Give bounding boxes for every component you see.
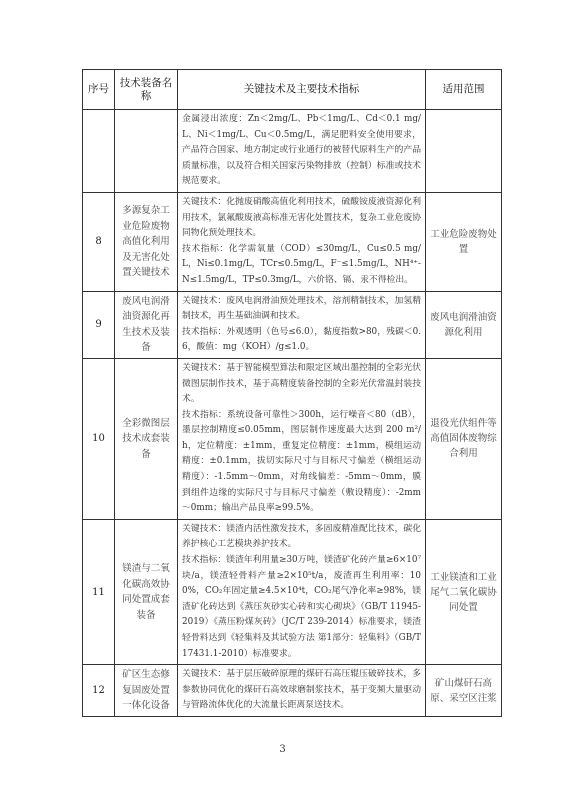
- row-number: 8: [83, 192, 115, 291]
- technology-paragraph: 关键技术：镁渣内活性激发技术，多固废精准配比技术，碳化养护核心工艺模块养护技术。: [182, 523, 421, 550]
- technology-paragraph: 技术指标：系统设备可靠性＞300h，运行噪音＜80（dB），墨层控制精度≤0.05mm，图层制作速度最大达到 200 m²/h，定位精度：±1mm，重复定位精度：±1mm，模组运动精度：±0.1mm，拔切实际尺寸与目标尺寸偏差（横组运动精度）：-1.5mm～0mm，对角线偏差：-5mm～0mm，膜到组件边缘的实际尺寸与目标尺寸偏差（敷设精度）：-2mm～0mm；输出产品良率≥99.5%。: [182, 409, 421, 514]
- equipment-name: 矿区生态修复固废处置一体化设备: [115, 665, 178, 717]
- key-technology-cell: [178, 358, 426, 519]
- row-number: [83, 110, 115, 193]
- row-number: 10: [83, 358, 115, 519]
- header-no: 序号: [83, 70, 115, 110]
- header-tech: 关键技术及主要技术指标: [178, 70, 426, 110]
- row-number: 12: [83, 665, 115, 717]
- table-row: [83, 358, 502, 519]
- equipment-name: 全彩微图层技术成套装备: [115, 358, 178, 519]
- key-technology-cell: [178, 110, 426, 193]
- technology-paragraph: 金属浸出浓度：Zn＜2mg/L、Pb＜1mg/L、Cd＜0.1 mg/L、Ni＜1mg/L、Cu＜0.5mg/L，满足肥料安全使用要求，产品符合国家、地方制定或行业通行的被替代原料生产的产品质量标准，以及符合相关国家污染物排放（控制）标准或技术规范要求。: [182, 114, 421, 187]
- technology-paragraph: 关键技术：基于智能模型算法和限定区域出墨控制的全彩光伏微图层制作技术，基于高精度装备控制的全彩光伏常温封装技术。: [182, 362, 421, 405]
- application-scope: 废风电润滑油资源化利用: [426, 291, 502, 358]
- table-header-row: [83, 70, 502, 110]
- equipment-name: [115, 110, 178, 193]
- application-scope: 工业镁渣和工业尾气二氧化碳协同处置: [426, 519, 502, 664]
- header-scope: 适用范围: [426, 70, 502, 110]
- technology-paragraph: 技术指标：化学需氧量（COD）≤30mg/L，Cu≤0.5 mg/L，Ni≤0.1mg/L，TCr≤0.5mg/L，F⁻≤1.5mg/L，NH⁴⁺-N≤1.5mg/L，TP≤0.3mg/L，六价铬、镉、汞不得检出。: [182, 243, 421, 285]
- key-technology-cell: [178, 192, 426, 291]
- equipment-name: 镁渣与二氧化碳高效协同处置成套装备: [115, 519, 178, 664]
- key-technology-cell: [178, 665, 426, 717]
- table-row: [83, 110, 502, 193]
- equipment-name: 多源复杂工业危险废物高值化利用及无害化处置关键技术: [115, 192, 178, 291]
- technology-paragraph: 关键技术：化抛废硝酸高值化利用技术，硫酸铵废液资源化利用技术，氯氟酸废液高标准无害化处置技术，复杂工业危废协同物化预处理技术。: [182, 196, 421, 239]
- table-row: [83, 192, 502, 291]
- table-row: [83, 519, 502, 664]
- technology-paragraph: 技术指标：镁渣年利用量≥30万吨，镁渣矿化砖产量≥6×10⁷块/a，镁渣轻骨料产量≥2×10⁵t/a，废渣再生利用率：100%，CO₂年固定量≥4.5×10⁴t，CO₂尾气净化率≥98%，镁渣矿化砖达到《蒸压灰砂实心砖和实心砌块》（GB/T 11945-2019）《蒸压粉煤灰砖》（JC/T 239-2014）标准要求，镁渣轻骨料达到《轻集料及其试验方法 第1部分：轻集料》（GB/T 17431.1-2010）标准要求。: [182, 555, 421, 659]
- table-row: [83, 665, 502, 717]
- equipment-name: 废风电润滑油资源化再生技术及装备: [115, 291, 178, 358]
- application-scope: [426, 110, 502, 193]
- technology-paragraph: 关键技术：废风电润滑油预处理技术，溶剂精制技术，加氢精制技术，再生基础油调和技术。: [182, 295, 421, 322]
- page-number: 3: [279, 744, 286, 755]
- header-name: 技术装备名称: [115, 70, 178, 110]
- technology-table: [82, 69, 502, 717]
- technology-paragraph: 关键技术：基于层压破碎原理的煤矸石高压辊压破碎技术，多参数协同优化的煤矸石高效球磨制浆技术，基于变频大量驱动与管路流体优化的大流量长距离泵送技术。: [182, 669, 421, 711]
- row-number: 11: [83, 519, 115, 664]
- table-row: [83, 291, 502, 358]
- row-number: 9: [83, 291, 115, 358]
- application-scope: 工业危险废物处置: [426, 192, 502, 291]
- key-technology-cell: [178, 519, 426, 664]
- technology-paragraph: 技术指标：外观透明（色号≤6.0），黏度指数>80，残碳＜0.6，酸值：mg（KOH）/g≤1.0。: [182, 326, 421, 353]
- application-scope: 矿山煤矸石高原、采空区注浆: [426, 665, 502, 717]
- application-scope: 退役光伏组件等高值固体废物综合利用: [426, 358, 502, 519]
- key-technology-cell: [178, 291, 426, 358]
